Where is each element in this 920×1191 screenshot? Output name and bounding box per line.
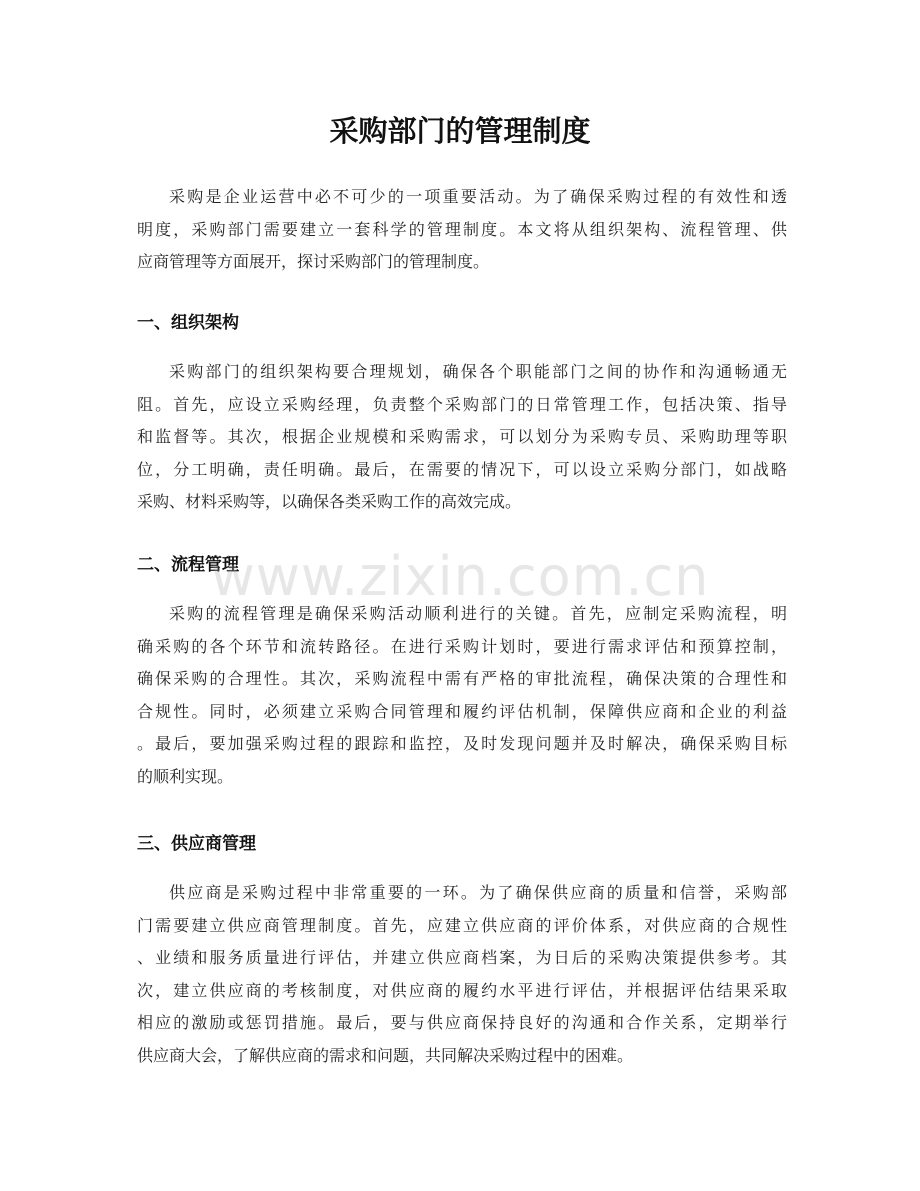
paragraph-line: 和监督等。其次，根据企业规模和采购需求，可以划分为采购专员、采购助理等职	[137, 427, 787, 446]
paragraph-line: 的顺利实现。	[137, 766, 234, 786]
paragraph-line: 采购是企业运营中必不可少的一项重要活动。为了确保采购过程的有效性和透	[169, 187, 787, 206]
paragraph-line: 采购、材料采购等，以确保各类采购工作的高效完成。	[137, 492, 522, 511]
document-title: 采购部门的管理制度	[329, 114, 591, 148]
intro-paragraph	[137, 181, 787, 279]
section-paragraph-process	[137, 598, 787, 793]
section-heading-supplier: 三、供应商管理	[137, 834, 256, 854]
section-paragraph-supplier	[137, 877, 787, 1072]
paragraph-line: 应商管理等方面展开，探讨采购部门的管理制度。	[137, 252, 490, 271]
paragraph-line: 供应商大会，了解供应商的需求和问题，共同解决采购过程中的困难。	[137, 1045, 634, 1065]
paragraph-line: 确采购的各个环节和流转路径。在进行采购计划时，要进行需求评估和预算控制，	[137, 636, 787, 656]
paragraph-line: 。最后，要加强采购过程的跟踪和监控，及时发现问题并及时解决，确保采购目标	[137, 734, 787, 753]
paragraph-line: 确保采购的合理性。其次，采购流程中需有严格的审批流程，确保决策的合理性和	[137, 669, 787, 688]
paragraph-line: 相应的激励或惩罚措施。最后，要与供应商保持良好的沟通和合作关系，定期举行	[137, 1013, 787, 1032]
paragraph-line: 采购部门的组织架构要合理规划，确保各个职能部门之间的协作和沟通畅通无	[169, 362, 787, 381]
paragraph-line: 次，建立供应商的考核制度，对供应商的履约水平进行评估，并根据评估结果采取	[137, 980, 787, 1000]
paragraph-line: 供应商是采购过程中非常重要的一环。为了确保供应商的质量和信誉，采购部	[169, 883, 787, 902]
section-paragraph-organization	[137, 356, 787, 519]
paragraph-line: 采购的流程管理是确保采购活动顺利进行的关键。首先，应制定采购流程，明	[169, 604, 787, 623]
paragraph-line: 明度，采购部门需要建立一套科学的管理制度。本文将从组织架构、流程管理、供	[137, 219, 787, 239]
paragraph-line: 阻。首先，应设立采购经理，负责整个采购部门的日常管理工作，包括决策、指导	[137, 394, 787, 414]
paragraph-line: 位，分工明确，责任明确。最后，在需要的情况下，可以设立采购分部门，如战略	[137, 459, 787, 479]
section-heading-process: 二、流程管理	[137, 555, 239, 575]
paragraph-line: 合规性。同时，必须建立采购合同管理和履约评估机制，保障供应商和企业的利益	[137, 701, 787, 721]
watermark: www.zixin.com.cn	[210, 545, 710, 608]
paragraph-line: 门需要建立供应商管理制度。首先，应建立供应商的评价体系，对供应商的合规性	[137, 915, 787, 935]
section-heading-organization: 一、组织架构	[137, 313, 239, 333]
paragraph-line: 、业绩和服务质量进行评估，并建立供应商档案，为日后的采购决策提供参考。其	[137, 948, 787, 967]
